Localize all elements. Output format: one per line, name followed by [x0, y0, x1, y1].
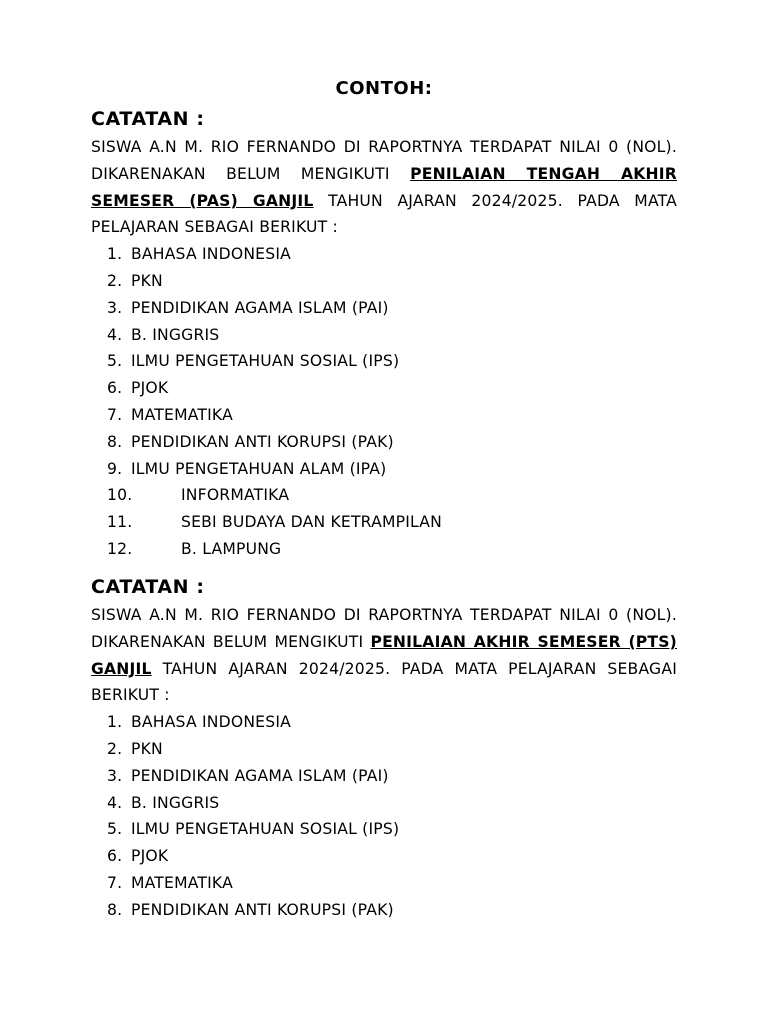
list-item-number: 5.	[107, 352, 123, 371]
list-item	[91, 322, 677, 349]
list-item-number: 12.	[107, 539, 133, 558]
list-item-text: MATEMATIKA	[131, 873, 233, 892]
list-item	[91, 429, 677, 456]
list-item-number: 1.	[107, 245, 123, 264]
list-item	[91, 268, 677, 295]
list-item	[91, 348, 677, 375]
list-item-number: 10.	[107, 486, 133, 505]
list-item	[91, 402, 677, 429]
list-item-number: 4.	[107, 325, 123, 344]
list-item	[91, 736, 677, 763]
list-item-number: 8.	[107, 900, 123, 919]
list-item	[91, 295, 677, 322]
note-paragraph	[91, 134, 677, 241]
paragraph-text: TAHUN AJARAN 2024/2025. PADA MATA PELAJARAN SEBAGAI BERIKUT :	[91, 191, 677, 237]
assessment-name: PENILAIAN AKHIR SEMESER (PTS) GANJIL	[91, 632, 677, 678]
list-item-text: BAHASA INDONESIA	[131, 245, 291, 264]
list-item	[91, 241, 677, 268]
list-item-number: 2.	[107, 739, 123, 758]
list-item-text: PENDIDIKAN ANTI KORUPSI (PAK)	[131, 432, 394, 451]
list-item-number: 6.	[107, 379, 123, 398]
list-item-number: 3.	[107, 766, 123, 785]
list-item	[91, 456, 677, 483]
list-item-number: 2.	[107, 271, 123, 290]
subject-list	[91, 709, 677, 923]
list-item-text: B. LAMPUNG	[181, 539, 282, 558]
list-item-text: PKN	[131, 271, 163, 290]
paragraph-text: SISWA A.N M. RIO FERNANDO DI RAPORTNYA TERDAPAT NILAI 0 (NOL). DIKARENAKAN BELUM MENGIKUTI	[91, 606, 677, 651]
list-item-text: B. INGGRIS	[131, 325, 220, 344]
list-item	[91, 897, 677, 924]
list-item-text: ILMU PENGETAHUAN SOSIAL (IPS)	[131, 820, 400, 839]
list-item-text: PJOK	[131, 379, 169, 398]
list-item-text: MATEMATIKA	[131, 405, 233, 424]
list-item-text: PKN	[131, 739, 163, 758]
paragraph-text: TAHUN AJARAN 2024/2025. PADA MATA PELAJARAN SEBAGAI BERIKUT :	[91, 659, 677, 705]
list-item-text: BAHASA INDONESIA	[131, 713, 291, 732]
list-item-text: B. INGGRIS	[131, 793, 220, 812]
list-item	[91, 870, 677, 897]
note-paragraph	[91, 602, 677, 709]
list-item-number: 7.	[107, 873, 123, 892]
list-item-number: 5.	[107, 820, 123, 839]
list-item-text: INFORMATIKA	[181, 486, 290, 505]
list-item-text: SEBI BUDAYA DAN KETRAMPILAN	[181, 513, 442, 532]
list-item	[91, 709, 677, 736]
list-item-text: PENDIDIKAN AGAMA ISLAM (PAI)	[131, 298, 389, 317]
list-item-text: PENDIDIKAN AGAMA ISLAM (PAI)	[131, 766, 389, 785]
note-section-2	[91, 572, 677, 924]
list-item	[91, 790, 677, 817]
list-item-text: PJOK	[131, 847, 169, 866]
list-item-text: ILMU PENGETAHUAN ALAM (IPA)	[131, 459, 387, 478]
list-item-text: ILMU PENGETAHUAN SOSIAL (IPS)	[131, 352, 400, 371]
list-item-number: 8.	[107, 432, 123, 451]
list-item	[91, 816, 677, 843]
list-item	[91, 482, 677, 509]
note-title: CATATAN :	[91, 576, 205, 598]
list-item-text: PENDIDIKAN ANTI KORUPSI (PAK)	[131, 900, 394, 919]
note-section-1	[91, 104, 677, 563]
list-item	[91, 375, 677, 402]
list-item	[91, 536, 677, 563]
list-item-number: 7.	[107, 405, 123, 424]
list-item-number: 9.	[107, 459, 123, 478]
document-heading: CONTOH:	[335, 78, 433, 99]
list-item-number: 6.	[107, 847, 123, 866]
list-item	[91, 843, 677, 870]
list-item-number: 4.	[107, 793, 123, 812]
list-item-number: 1.	[107, 713, 123, 732]
list-item-number: 11.	[107, 513, 133, 532]
subject-list	[91, 241, 677, 563]
list-item	[91, 763, 677, 790]
assessment-name: PENILAIAN TENGAH AKHIR SEMESER (PAS) GANJIL	[91, 164, 678, 210]
paragraph-text: SISWA A.N M. RIO FERNANDO DI RAPORTNYA TERDAPAT NILAI 0 (NOL). DIKARENAKAN BELUM MENGIKUTI	[91, 138, 677, 183]
list-item	[91, 509, 677, 536]
note-title: CATATAN :	[91, 108, 205, 130]
list-item-number: 3.	[107, 298, 123, 317]
